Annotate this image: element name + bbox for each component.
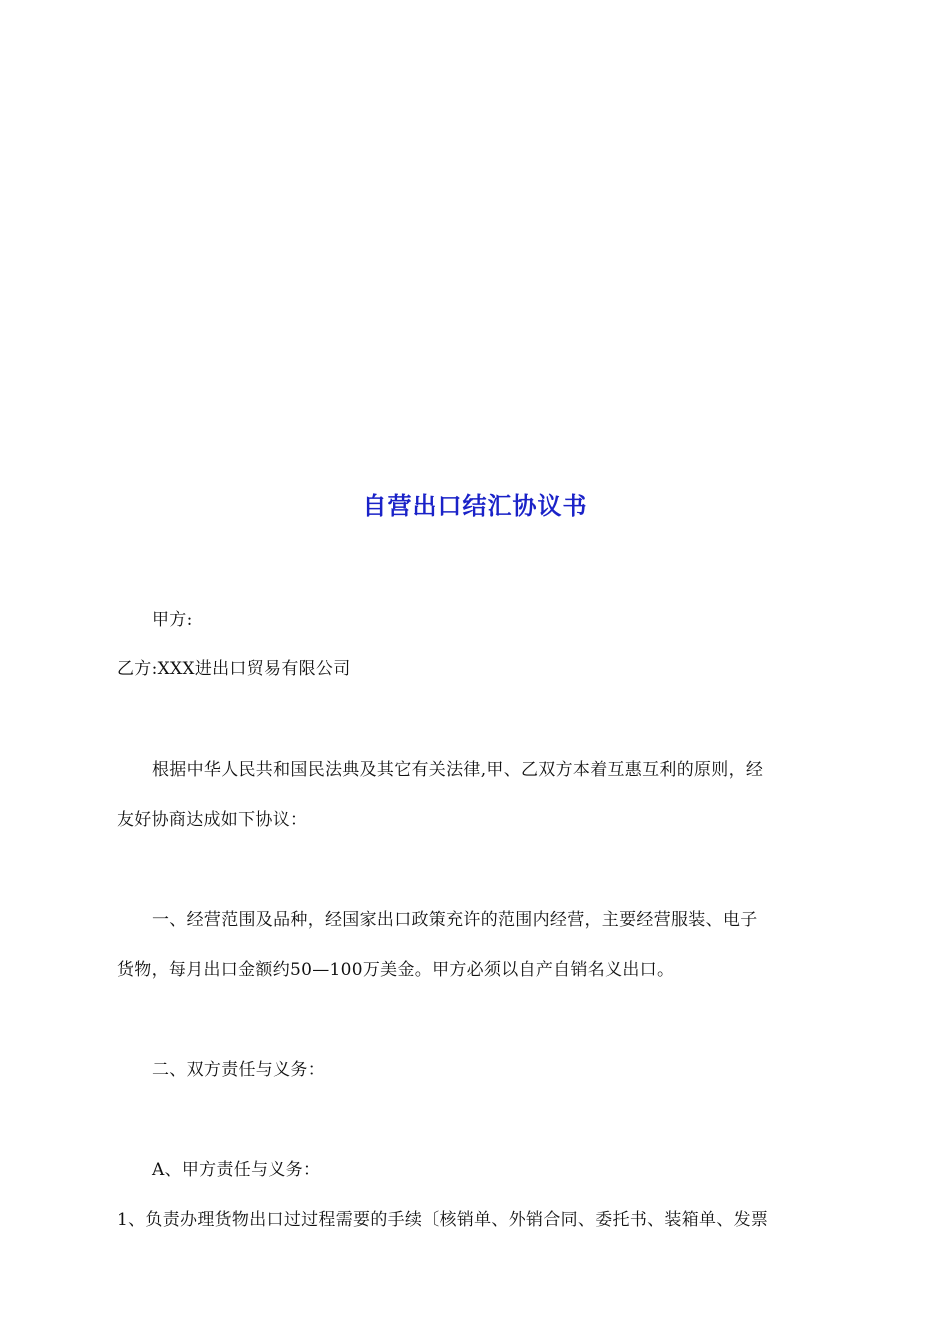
intro-paragraph-line-2: 友好协商达成如下协议：	[117, 810, 308, 830]
item-1-line-1: 1、负责办理货物出口过过程需要的手续〔核销单、外销合同、委托书、装箱单、发票	[117, 1210, 769, 1230]
party-a-label: 甲方:	[152, 610, 193, 630]
section-1-line-2: 货物，每月出口金额约50—100万美金。甲方必须以自产自销名义出口。	[117, 960, 675, 980]
party-b-label: 乙方:XXX进出口贸易有限公司	[117, 659, 351, 679]
section-2-heading: 二、双方责任与义务：	[152, 1060, 325, 1080]
intro-paragraph-line-1: 根据中华人民共和国民法典及其它有关法律,甲、乙双方本着互惠互利的原则，经	[152, 760, 764, 780]
document-title: 自营出口结汇协议书	[362, 492, 588, 520]
section-1-line-1: 一、经营范围及品种，经国家出口政策充许的范围内经营，主要经营服装、电子	[152, 910, 758, 930]
section-a-heading: A、甲方责任与义务：	[152, 1160, 321, 1180]
